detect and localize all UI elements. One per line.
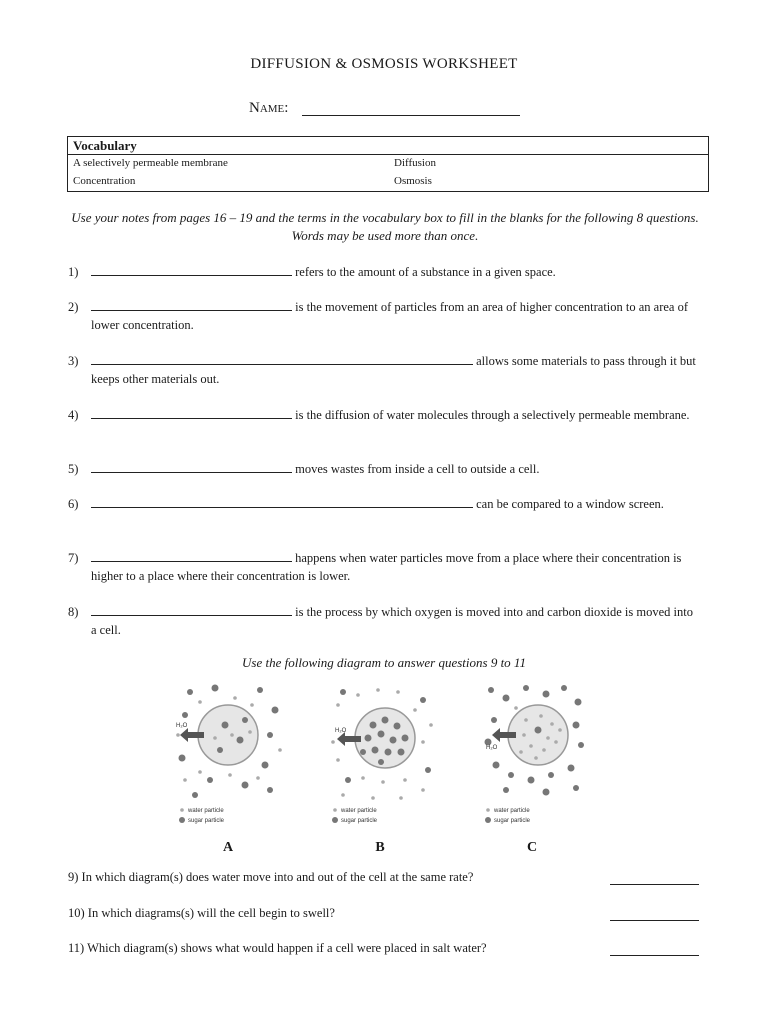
question-number: 3) — [68, 354, 79, 368]
h2o-label: H₂O — [486, 745, 498, 751]
legend-water: water particle — [341, 808, 377, 814]
vocab-term: Osmosis — [394, 175, 432, 187]
title-part: IFFUSION — [261, 56, 332, 72]
answer-line[interactable] — [610, 920, 699, 921]
title-part: D — [250, 56, 262, 72]
h2o-label: H₂O — [176, 723, 188, 729]
question-number: 4) — [68, 408, 79, 422]
vocabulary-box — [67, 136, 709, 192]
name-field[interactable] — [302, 115, 520, 116]
question-number: 6) — [68, 497, 79, 511]
cell-diagram-b-graphic — [323, 680, 443, 830]
answer-blank[interactable] — [91, 549, 292, 562]
question-text: allows some materials to pass through it but keeps other materials out. — [91, 354, 696, 386]
vocab-term: Concentration — [73, 175, 136, 187]
answer-blank[interactable] — [91, 263, 292, 276]
question: 10) In which diagrams(s) will the cell begin to swell? — [68, 906, 335, 920]
question: 9) In which diagram(s) does water move into and out of the cell at the same rate? — [68, 870, 474, 884]
question-text: can be compared to a window screen. — [473, 497, 664, 511]
title-part: & — [331, 56, 352, 72]
question-text: is the movement of particles from an area of higher concentration to an area of lower concentration. — [91, 300, 689, 332]
cell-diagram-a-graphic — [170, 680, 290, 830]
legend-water: water particle — [188, 808, 224, 814]
question-text: happens when water particles move from a place where their concentration is higher to a place where their concentration is lower. — [91, 551, 682, 583]
question-number: 7) — [68, 551, 79, 565]
title-part: O — [351, 56, 363, 72]
title-part: ORKSHEET — [436, 56, 518, 72]
question-text: moves wastes from inside a cell to outside a cell. — [292, 462, 540, 476]
question-text: refers to the amount of a substance in a given space. — [292, 265, 556, 279]
question-text: is the diffusion of water molecules through a selectively permeable membrane. — [292, 408, 690, 422]
name-label: Name: — [249, 100, 289, 116]
title-part: W — [422, 56, 437, 72]
answer-blank[interactable] — [91, 298, 292, 311]
vocab-term: A selectively permeable membrane — [73, 157, 228, 169]
diagram-label-c: C — [526, 840, 538, 855]
answer-blank[interactable] — [91, 495, 473, 508]
vocabulary-header — [68, 137, 708, 155]
answer-line[interactable] — [610, 884, 699, 885]
legend-sugar: sugar particle — [188, 818, 225, 824]
worksheet-title — [0, 56, 768, 73]
vocab-term: Diffusion — [394, 157, 436, 169]
question-text: is the process by which oxygen is moved into and carbon dioxide is moved into a cell. — [91, 605, 693, 637]
diagram-label-a: A — [222, 840, 234, 855]
answer-blank[interactable] — [91, 460, 292, 473]
question-number: 2) — [68, 300, 79, 314]
question-number: 1) — [68, 265, 79, 279]
legend-water: water particle — [494, 808, 530, 814]
title-part: SMOSIS — [362, 56, 419, 72]
instructions: Use your notes from pages 16 – 19 and the terms in the vocabulary box to fill in the blanks for the following 8 questions. Words may be used more than once. — [71, 210, 699, 243]
vocabulary-heading: Vocabulary — [73, 138, 137, 153]
question: 11) Which diagram(s) shows what would happen if a cell were placed in salt water? — [68, 941, 487, 955]
answer-blank[interactable] — [91, 352, 473, 365]
cell-diagram-a — [170, 680, 290, 830]
diagram-instructions: Use the following diagram to answer questions 9 to 11 — [242, 655, 526, 670]
question-number: 8) — [68, 605, 79, 619]
legend-sugar: sugar particle — [494, 818, 531, 824]
cell-diagram-c — [476, 680, 596, 830]
answer-blank[interactable] — [91, 603, 292, 616]
diagram-label-b: B — [375, 840, 385, 855]
question-number: 5) — [68, 462, 79, 476]
legend-sugar: sugar particle — [341, 818, 378, 824]
cell-diagram-b — [323, 680, 443, 830]
answer-blank[interactable] — [91, 406, 292, 419]
answer-line[interactable] — [610, 955, 699, 956]
h2o-label: H₂O — [335, 728, 347, 734]
cell-diagram-c-graphic — [476, 680, 596, 830]
